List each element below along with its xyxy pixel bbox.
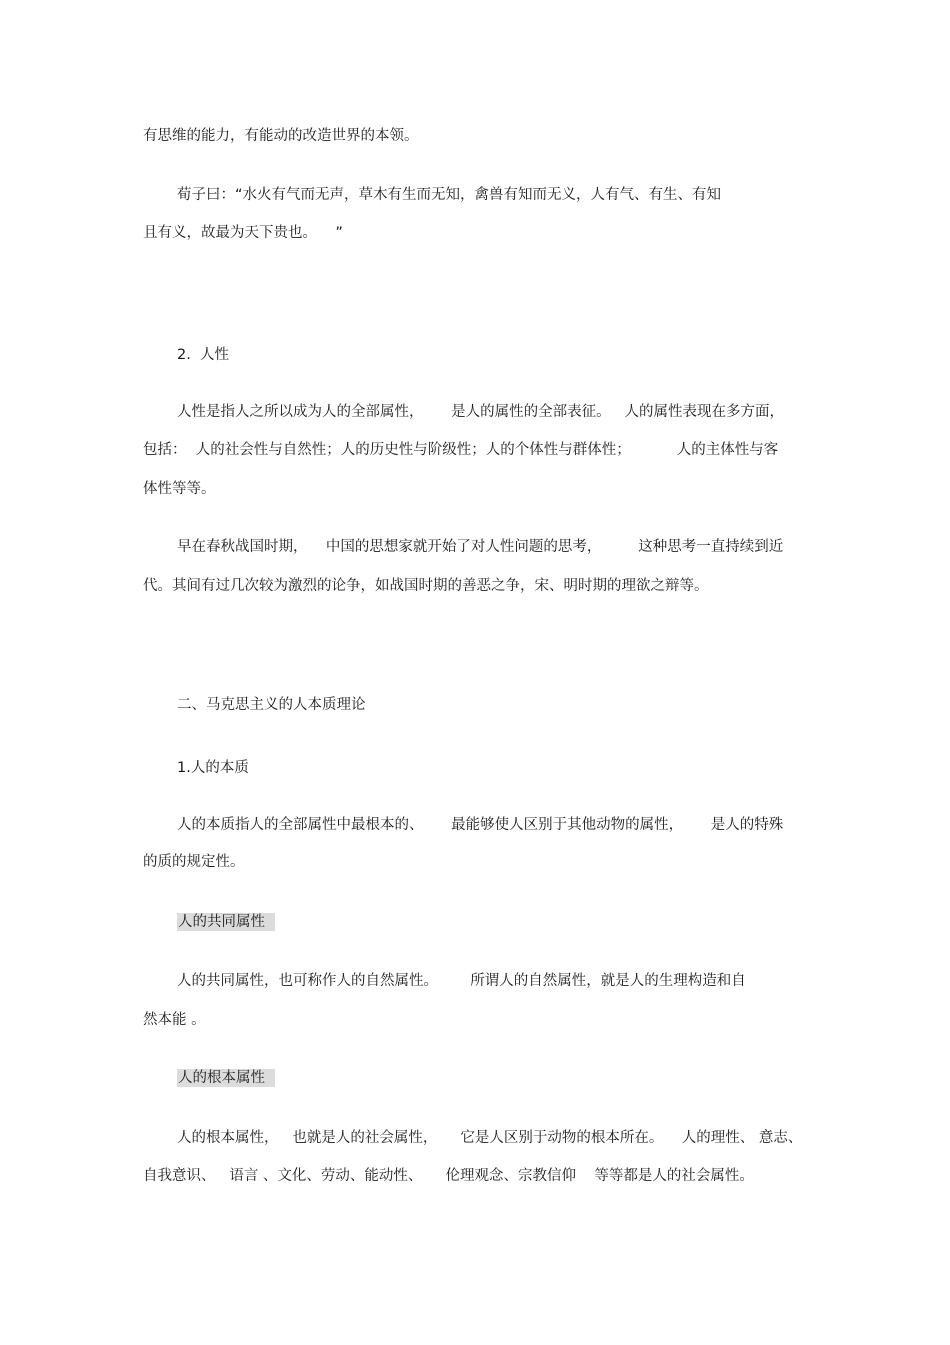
line-2: 荀子曰：“水火有气而无声，草木有生而无知，禽兽有知而无义，人有气、有生、有知 [177,187,722,203]
line-12: 人的本质指人的全部属性中最根本的、 最能够使人区别于其他动物的属性， 是人的特殊 [177,817,784,833]
line-5: 人性是指人之所以成为人的全部属性， 是人的属性的全部表征。 人的属性表现在多方面， [177,404,784,420]
highlight-heading-fundamental: 人的根本属性 [177,1069,275,1087]
section-heading-2: 2. 人性 [177,347,230,363]
line-8: 早在春秋战国时期， 中国的思想家就开始了对人性问题的思考， 这种思考一直持续到近 [177,539,784,555]
line-13: 的质的规定性。 [143,854,245,870]
highlight-heading-common: 人的共同属性 [177,913,275,931]
chapter-heading: 二、马克思主义的人本质理论 [177,697,366,713]
line-6: 包括： 人的社会性与自然性；人的历史性与阶级性；人的个体性与群体性； 人的主体性与客 [143,442,779,458]
line-18: 人的根本属性， 也就是人的社会属性， 它是人区别于动物的根本所在。 人的理性、 意志、 [177,1130,803,1146]
line-1: 有思维的能力，有能动的改造世界的本领。 [143,128,419,144]
line-9: 代。其间有过几次较为激烈的论争，如战国时期的善恶之争，宋、明时期的理欲之辩等。 [143,578,709,594]
subheading-1: 1.人的本质 [177,760,249,776]
line-16: 然本能 。 [143,1012,206,1028]
line-3: 且有义，故最为天下贵也。 ” [143,225,343,241]
line-15: 人的共同属性，也可称作人的自然属性。 所谓人的自然属性，就是人的生理构造和自 [177,973,746,989]
line-19: 自我意识、 语言 、文化、劳动、能动性、 伦理观念、宗教信仰 等等都是人的社会属性。 [143,1168,754,1184]
line-7: 体性等等。 [143,481,216,497]
